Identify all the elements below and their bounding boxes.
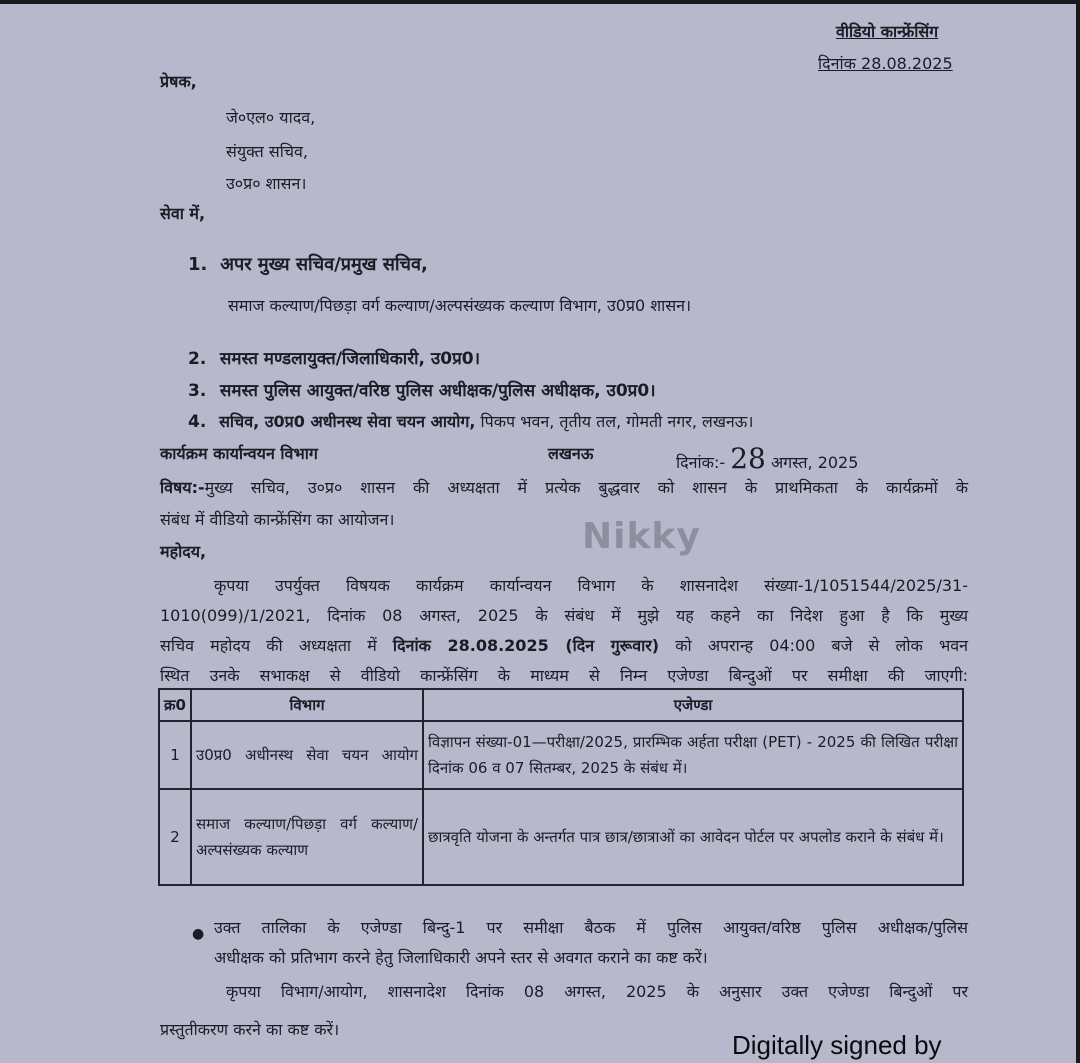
date-day-handwritten: 28 — [730, 442, 766, 475]
agenda-table — [158, 688, 964, 886]
body-line-4: स्थित उनके सभाकक्ष से वीडियो कान्फ्रेंसिंग के माध्यम से निम्न एजेण्डा बिन्दुओं पर समीक्षा की जाएगी: — [160, 666, 968, 685]
recipient-title: अपर मुख्य सचिव/प्रमुख सचिव, — [220, 254, 428, 275]
department-name: कार्यक्रम कार्यान्वयन विभाग — [160, 444, 318, 463]
recipient-number: 1. — [188, 254, 208, 275]
recipient-3 — [188, 378, 656, 401]
letter-date: दिनांक 28.08.2025 — [818, 54, 953, 73]
body-line-3 — [160, 634, 968, 656]
recipient-number: 2. — [188, 349, 207, 369]
closing-line-1: कृपया विभाग/आयोग, शासनादेश दिनांक 08 अगस्त, 2025 के अनुसार उक्त एजेण्डा बिन्दुओं पर — [226, 982, 968, 1001]
column-header-department: विभाग — [191, 689, 423, 721]
bullet-dot-icon: ● — [192, 926, 205, 942]
bullet-line-1: उक्त तालिका के एजेण्डा बिन्दु-1 पर समीक्षा बैठक में पुलिस आयुक्त/वरिष्ठ पुलिस अधीक्षक/पुलिस — [214, 918, 968, 937]
place-name: लखनऊ — [548, 444, 594, 463]
body-text: सचिव महोदय की अध्यक्षता में — [160, 636, 377, 655]
salutation: महोदय, — [160, 542, 207, 561]
digital-signature-text: Digitally signed by — [732, 1030, 942, 1060]
bullet-line-2: अधीक्षक को प्रतिभाग करने हेतु जिलाधिकारी अपने स्तर से अवगत कराने का कष्ट करें। — [214, 948, 708, 967]
sender-office: उ०प्र० शासन। — [226, 174, 307, 193]
recipient-title: समस्त पुलिस आयुक्त/वरिष्ठ पुलिस अधीक्षक/पुलिस अधीक्षक, उ0प्र0। — [219, 381, 656, 401]
body-line-2: 1010(099)/1/2021, दिनांक 08 अगस्त, 2025 के संबंध में मुझे यह कहने का निदेश हुआ है कि मुख्य — [160, 606, 968, 625]
recipient-1 — [188, 252, 428, 276]
subject-text: मुख्य सचिव, उ०प्र० शासन की अध्यक्षता में प्रत्येक बुद्धवार को शासन के प्राथमिकता के कार्यक्रमों के — [204, 478, 968, 497]
recipient-2 — [188, 346, 480, 369]
recipient-number: 3. — [188, 381, 207, 401]
dept-date — [676, 442, 858, 475]
meeting-date: दिनांक 28.08.2025 (दिन गुरूवार) — [392, 636, 660, 655]
table-row — [159, 789, 963, 885]
subject-line-2: संबंध में वीडियो कान्फ्रेंसिंग का आयोजन। — [160, 510, 395, 529]
sender-label: प्रेषक, — [160, 72, 197, 91]
column-header-agenda: एजेण्डा — [423, 689, 963, 721]
cell-agenda: छात्रवृति योजना के अन्तर्गत पात्र छात्र/छात्राओं का आवेदन पोर्टल पर अपलोड कराने के संबंध में। — [423, 789, 963, 885]
letter-page — [0, 4, 1076, 1063]
table-row — [159, 721, 963, 789]
subject-label: विषय:- — [160, 478, 205, 497]
closing-line-2: प्रस्तुतीकरण करने का कष्ट करें। — [160, 1020, 340, 1039]
cell-department: उ0प्र0 अधीनस्थ सेवा चयन आयोग — [191, 721, 423, 789]
watermark: Nikky — [582, 516, 701, 557]
sender-name: जे०एल० यादव, — [226, 108, 316, 127]
recipient-address: पिकप भवन, तृतीय तल, गोमती नगर, लखनऊ। — [480, 412, 754, 431]
subject-line-1 — [160, 476, 968, 498]
cell-serial: 2 — [159, 789, 191, 885]
column-header-serial: क्र0 — [159, 689, 191, 721]
video-conference-heading: वीडियो कान्फ्रेंसिंग — [836, 22, 939, 41]
date-month-year: अगस्त, 2025 — [770, 453, 859, 472]
cell-agenda: विज्ञापन संख्या-01—परीक्षा/2025, प्रारम्भिक अर्हता परीक्षा (PET) - 2025 की लिखित परीक्षा दिनांक 06 व 07 सितम्बर, 2025 के संबंध में। — [423, 721, 963, 789]
body-line-1: कृपया उपर्युक्त विषयक कार्यक्रम कार्यान्वयन विभाग के शासनादेश संख्या-1/1051544/2025/31- — [214, 576, 968, 595]
recipient-title: सचिव, उ0प्र0 अधीनस्थ सेवा चयन आयोग, — [219, 412, 476, 431]
to-label: सेवा में, — [160, 204, 206, 223]
cell-department: समाज कल्याण/पिछड़ा वर्ग कल्याण/अल्पसंख्यक कल्याण — [191, 789, 423, 885]
recipient-4 — [188, 410, 753, 432]
body-text: को अपरान्ह 04:00 बजे से लोक भवन — [675, 636, 968, 655]
recipient-1-departments: समाज कल्याण/पिछड़ा वर्ग कल्याण/अल्पसंख्यक कल्याण विभाग, उ0प्र0 शासन। — [228, 296, 692, 315]
sender-designation: संयुक्त सचिव, — [226, 142, 308, 161]
cell-serial: 1 — [159, 721, 191, 789]
table-header-row — [159, 689, 963, 721]
recipient-number: 4. — [188, 412, 207, 432]
date-label: दिनांक:- — [676, 453, 726, 472]
recipient-title: समस्त मण्डलायुक्त/जिलाधिकारी, उ0प्र0। — [219, 349, 481, 369]
